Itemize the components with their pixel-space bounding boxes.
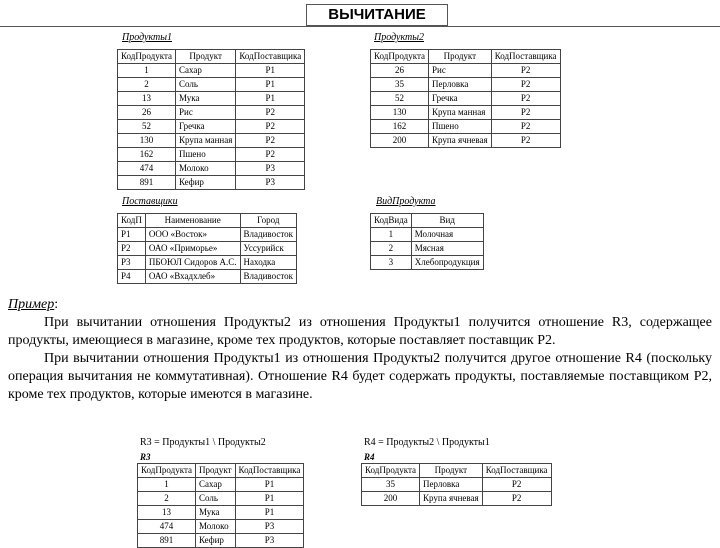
postavshchiki-body [118, 228, 297, 284]
table-cell: P1 [236, 78, 305, 92]
table-row [118, 64, 305, 78]
produkty2-body [371, 64, 561, 148]
table-cell: Мука [176, 92, 236, 106]
table-cell: ПБОЮЛ Сидоров А.С. [145, 256, 240, 270]
col-header: Город [240, 214, 296, 228]
produkty2-caption: Продукты2 [374, 32, 424, 43]
r4-label: R4 [364, 452, 375, 462]
r4-table [361, 463, 552, 506]
vid-produkta-table [370, 213, 484, 270]
title-divider [0, 26, 720, 27]
table-cell: P2 [236, 106, 305, 120]
table-row [138, 478, 304, 492]
produkty2-table [370, 49, 561, 148]
table-cell: 891 [138, 534, 196, 548]
table-cell: P2 [236, 120, 305, 134]
table-cell: P1 [118, 228, 146, 242]
table-cell: 130 [371, 106, 429, 120]
table-cell: 52 [371, 92, 429, 106]
table-cell: P1 [236, 64, 305, 78]
produkty1-table [117, 49, 305, 190]
table-cell: Крупа манная [429, 106, 492, 120]
col-header: КодПродукта [362, 464, 420, 478]
table-cell: ООО «Восток» [145, 228, 240, 242]
table-cell: 13 [138, 506, 196, 520]
table-cell: Пшено [176, 148, 236, 162]
table-row [371, 106, 561, 120]
table-cell: 1 [118, 64, 176, 78]
table-row [118, 134, 305, 148]
table-row [371, 134, 561, 148]
table-row [118, 256, 297, 270]
table-cell: 200 [362, 492, 420, 506]
table-row [118, 176, 305, 190]
table-cell: Владивосток [240, 270, 296, 284]
col-header: Продукт [420, 464, 483, 478]
table-cell: P2 [491, 64, 560, 78]
table-cell: P2 [491, 120, 560, 134]
col-header: КодПоставщика [236, 50, 305, 64]
table-cell: Крупа манная [176, 134, 236, 148]
table-cell: Гречка [429, 92, 492, 106]
table-cell: 26 [371, 64, 429, 78]
col-header: КодВида [371, 214, 412, 228]
table-cell: 2 [138, 492, 196, 506]
table-row [371, 78, 561, 92]
col-header: КодПродукта [138, 464, 196, 478]
table-cell: ОАО «Вхадхлеб» [145, 270, 240, 284]
table-row [118, 162, 305, 176]
table-cell: 474 [118, 162, 176, 176]
table-row [118, 106, 305, 120]
table-row [371, 64, 561, 78]
slide-title: ВЫЧИТАНИЕ [306, 4, 448, 26]
col-header: Продукт [176, 50, 236, 64]
table-cell: 26 [118, 106, 176, 120]
table-cell: Молочная [411, 228, 483, 242]
col-header: Продукт [429, 50, 492, 64]
table-row [118, 270, 297, 284]
table-cell: 52 [118, 120, 176, 134]
table-row [118, 148, 305, 162]
table-cell: 35 [371, 78, 429, 92]
table-cell: P3 [235, 534, 304, 548]
table-cell: 200 [371, 134, 429, 148]
table-cell: Пшено [429, 120, 492, 134]
vid-produkta-body [371, 228, 484, 270]
table-cell: Молоко [176, 162, 236, 176]
postavshchiki-table [117, 213, 297, 284]
table-row [138, 492, 304, 506]
table-cell: P3 [236, 162, 305, 176]
table-cell: P4 [118, 270, 146, 284]
table-row [371, 256, 484, 270]
table-cell: 162 [118, 148, 176, 162]
table-cell: Крупа ячневая [429, 134, 492, 148]
table-row [362, 492, 552, 506]
paragraph-2: При вычитании отношения Продукты1 из отношения Продукты2 получится другое отношение R4 (поскольку операция вычитания не коммутативная). Отношение R4 будет содержать продукты, поставляемые поставщиком P2, кроме тех продуктов, которые имеются в магазине. [8, 351, 712, 402]
col-header: КодПродукта [118, 50, 176, 64]
paragraph-1: При вычитании отношения Продукты2 из отношения Продукты1 получится отношение R3, содержащее продукты, имеющиеся в магазине, кроме тех продуктов, которые поставляет поставщик P2. [8, 315, 712, 348]
table-cell: P1 [236, 92, 305, 106]
table-cell: P2 [491, 78, 560, 92]
table-cell: 474 [138, 520, 196, 534]
table-row [371, 92, 561, 106]
table-row [371, 242, 484, 256]
table-row [138, 520, 304, 534]
col-header: КодПоставщика [491, 50, 560, 64]
table-cell: 13 [118, 92, 176, 106]
table-cell: Рис [429, 64, 492, 78]
col-header: КодПродукта [371, 50, 429, 64]
table-cell: P2 [491, 134, 560, 148]
table-cell: P2 [236, 134, 305, 148]
table-row [118, 78, 305, 92]
table-cell: P2 [118, 242, 146, 256]
table-cell: P1 [235, 506, 304, 520]
table-cell: Крупа ячневая [420, 492, 483, 506]
table-cell: Перловка [429, 78, 492, 92]
r4-formula: R4 = Продукты2 \ Продукты1 [364, 437, 490, 448]
table-cell: 35 [362, 478, 420, 492]
table-row [118, 228, 297, 242]
table-cell: 162 [371, 120, 429, 134]
col-header: Наименование [145, 214, 240, 228]
table-row [138, 506, 304, 520]
col-header: КодПоставщика [235, 464, 304, 478]
table-cell: P1 [235, 478, 304, 492]
col-header: КодПоставщика [482, 464, 551, 478]
postavshchiki-caption: Поставщики [122, 196, 178, 207]
table-row [371, 120, 561, 134]
table-cell: 1 [371, 228, 412, 242]
r3-label: R3 [140, 452, 151, 462]
table-cell: P3 [235, 520, 304, 534]
r4-body [362, 478, 552, 506]
table-row [118, 242, 297, 256]
table-cell: ОАО «Приморье» [145, 242, 240, 256]
table-cell: Гречка [176, 120, 236, 134]
table-row [118, 92, 305, 106]
table-cell: 130 [118, 134, 176, 148]
produkty1-caption: Продукты1 [122, 32, 172, 43]
table-cell: P1 [235, 492, 304, 506]
table-row [138, 534, 304, 548]
table-cell: Находка [240, 256, 296, 270]
table-cell: 2 [118, 78, 176, 92]
vid-produkta-caption: ВидПродукта [376, 196, 436, 207]
table-cell: Сахар [196, 478, 236, 492]
table-cell: Перловка [420, 478, 483, 492]
table-cell: 2 [371, 242, 412, 256]
table-cell: Хлебопродукция [411, 256, 483, 270]
table-cell: Уссурийск [240, 242, 296, 256]
table-cell: Владивосток [240, 228, 296, 242]
table-cell: Соль [196, 492, 236, 506]
table-cell: P2 [482, 492, 551, 506]
table-cell: Сахар [176, 64, 236, 78]
table-cell: P2 [491, 106, 560, 120]
col-header: Вид [411, 214, 483, 228]
r3-formula: R3 = Продукты1 \ Продукты2 [140, 437, 266, 448]
table-row [362, 478, 552, 492]
col-header: КодП [118, 214, 146, 228]
table-cell: Молоко [196, 520, 236, 534]
table-cell: 3 [371, 256, 412, 270]
table-cell: Соль [176, 78, 236, 92]
table-cell: Мясная [411, 242, 483, 256]
r3-table [137, 463, 304, 548]
table-cell: P2 [236, 148, 305, 162]
table-cell: P3 [118, 256, 146, 270]
r3-body [138, 478, 304, 548]
explanation-text: Пример: При вычитании отношения Продукты2 из отношения Продукты1 получится отношение R3, содержащее продукты, имеющиеся в магазине, кроме тех продуктов, которые поставляет поставщик P2. При вычитании отношения Продукты1 из отношения Продукты2 получится другое отношение R4 (поскольку операция вычитания не коммутативная). Отношение R4 будет содержать продукты, поставляемые поставщиком P2, кроме тех продуктов, которые имеются в магазине. [8, 297, 712, 402]
table-cell: 1 [138, 478, 196, 492]
produkty1-body [118, 64, 305, 190]
table-cell: Кефир [196, 534, 236, 548]
table-cell: Кефир [176, 176, 236, 190]
table-cell: 891 [118, 176, 176, 190]
table-cell: P2 [491, 92, 560, 106]
table-row [371, 228, 484, 242]
example-label: Пример [8, 297, 55, 312]
table-cell: P3 [236, 176, 305, 190]
table-cell: Мука [196, 506, 236, 520]
table-cell: Рис [176, 106, 236, 120]
col-header: Продукт [196, 464, 236, 478]
table-row [118, 120, 305, 134]
table-cell: P2 [482, 478, 551, 492]
